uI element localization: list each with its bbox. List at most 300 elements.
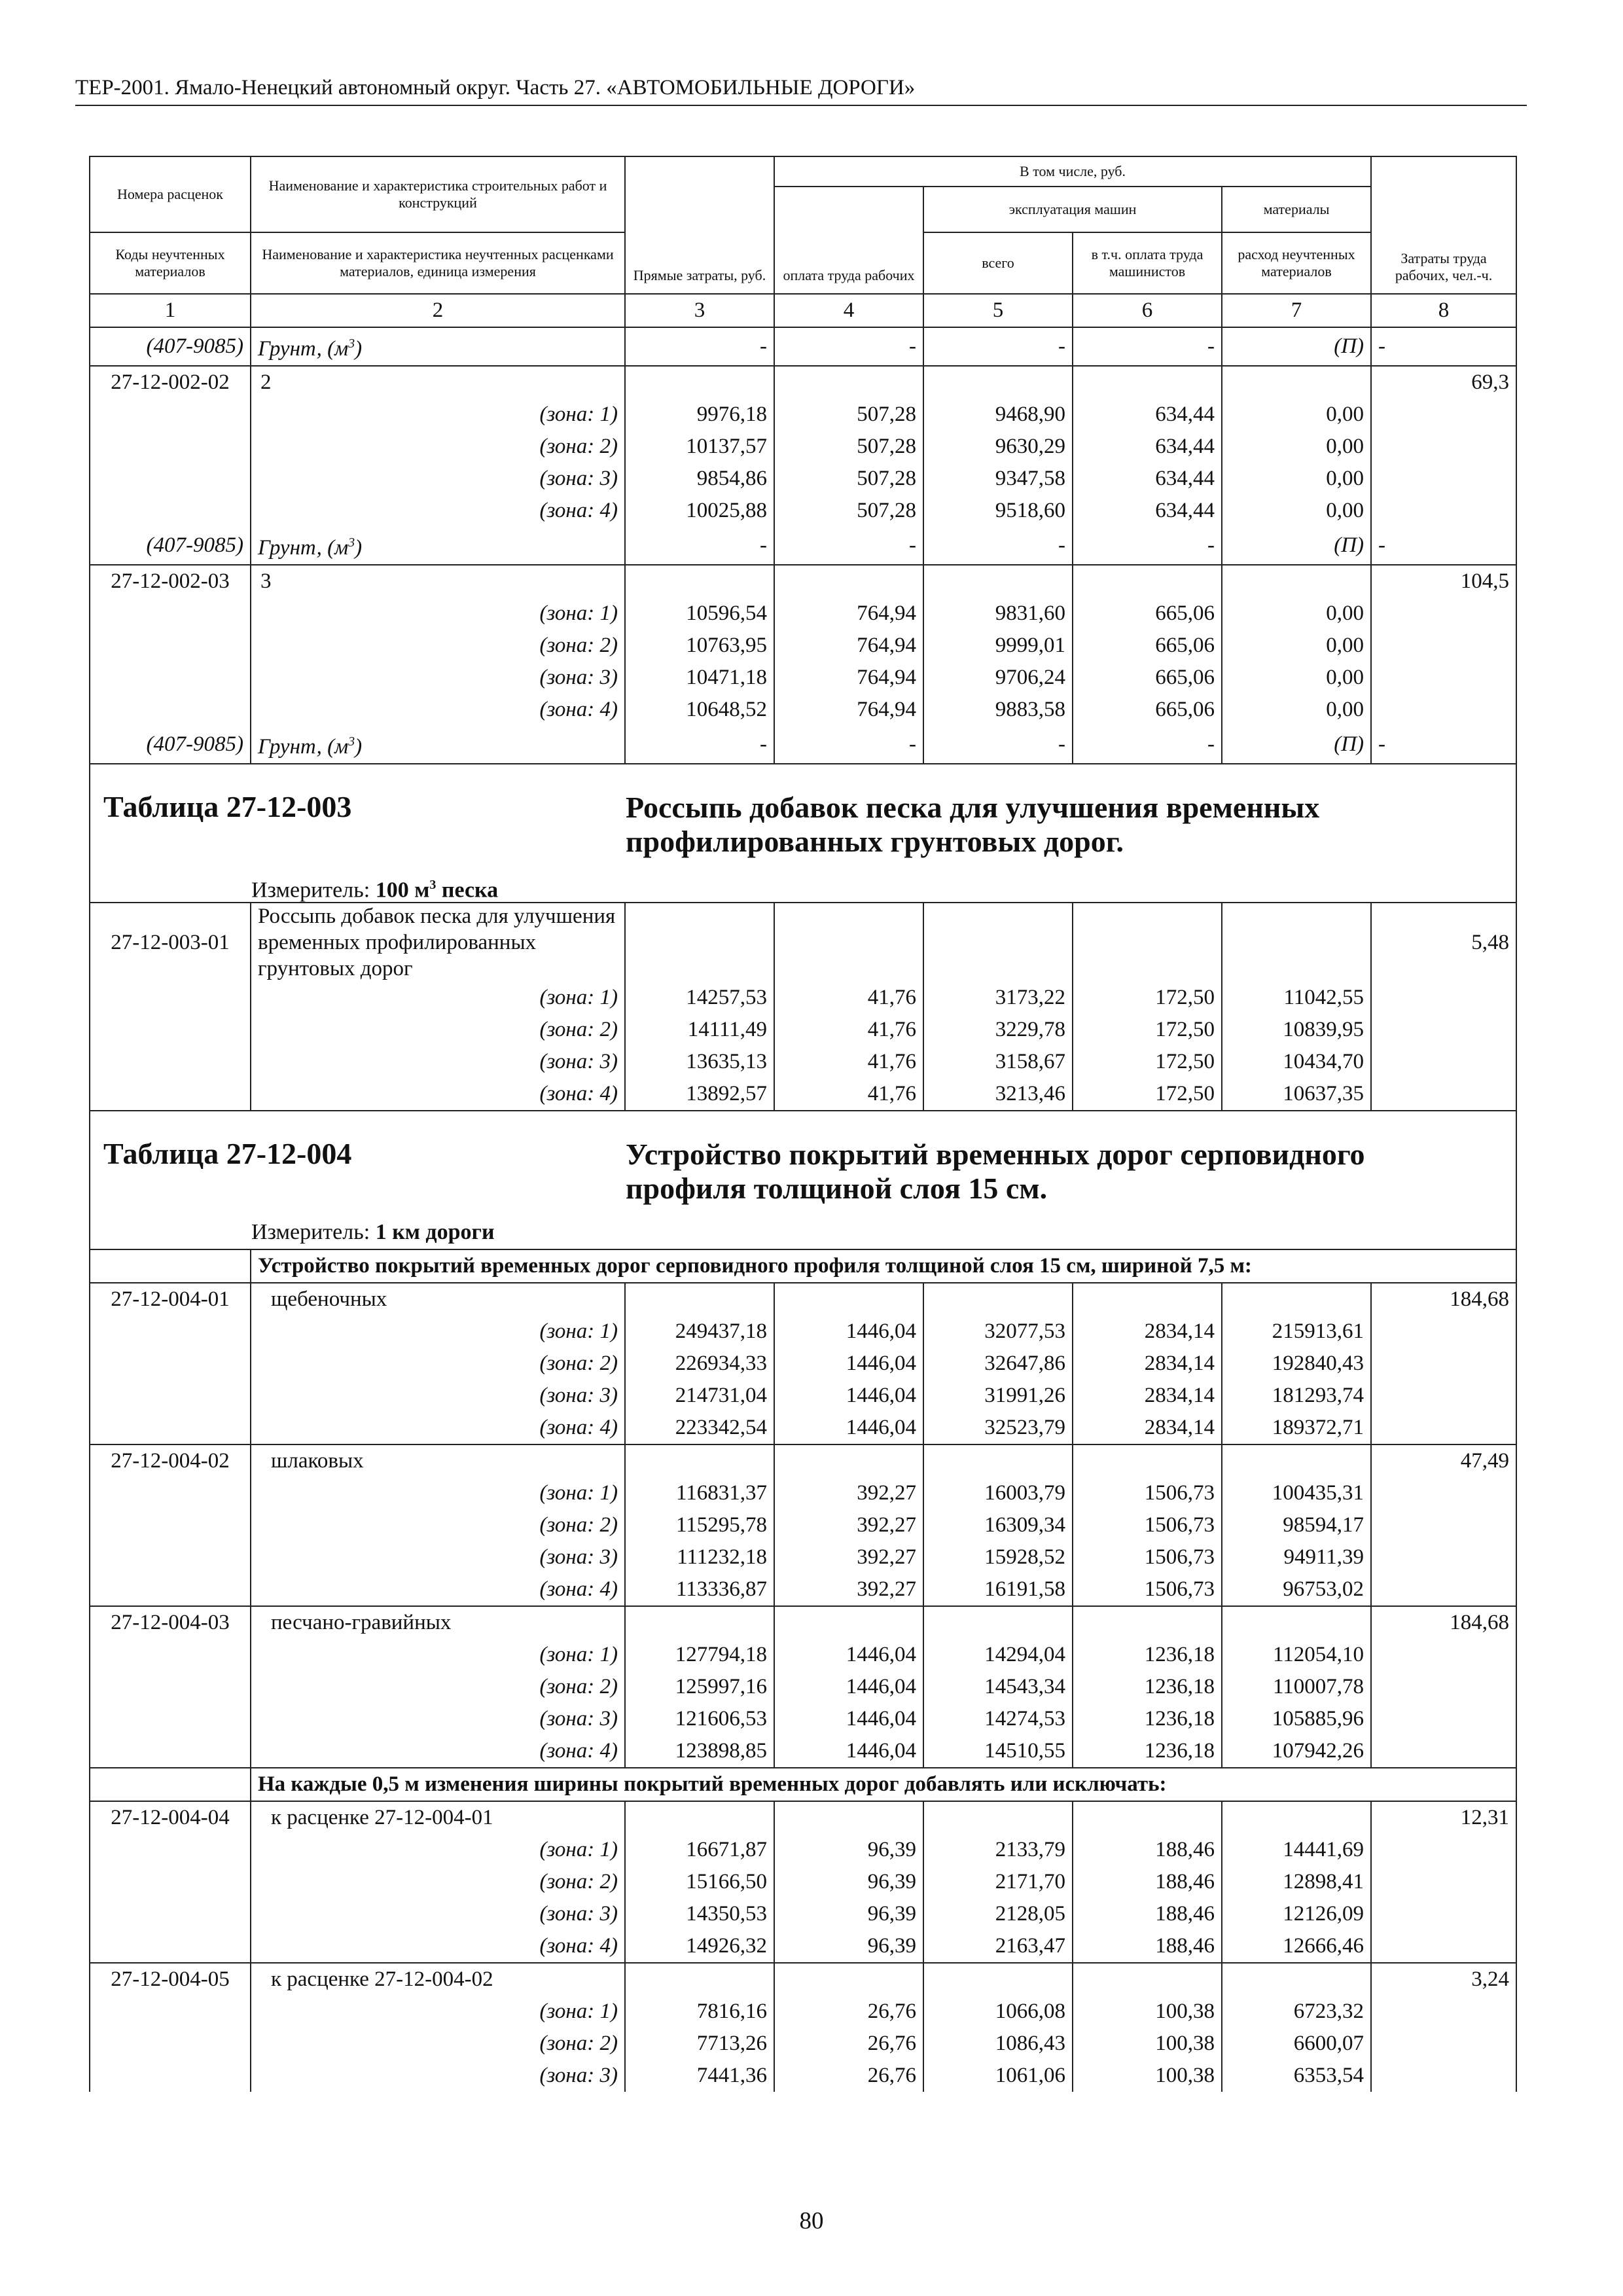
zone-value: 188,46: [1073, 1834, 1222, 1866]
empty-cell: [1371, 431, 1516, 463]
empty-cell: [1073, 565, 1222, 598]
empty-cell: [1073, 1801, 1222, 1834]
zone-label: (зона: 1): [251, 1639, 625, 1671]
empty-cell: [1371, 495, 1516, 527]
zone-row: [90, 1541, 1516, 1573]
material-price-ref: (П): [1222, 327, 1371, 366]
empty-cell: [1371, 1834, 1516, 1866]
rates-table-body: [90, 156, 1516, 2092]
zone-row: [90, 399, 1516, 431]
zone-label: (зона: 2): [251, 2028, 625, 2060]
zone-value: 41,76: [774, 1014, 923, 1046]
rate-row: [90, 565, 1516, 598]
empty-cell: [625, 1283, 774, 1316]
empty-cell: [774, 366, 923, 399]
header-machines: эксплуатация машин: [923, 187, 1222, 232]
zone-value: 2834,14: [1073, 1348, 1222, 1380]
empty-cell: [1371, 1735, 1516, 1768]
zone-value: 26,76: [774, 2060, 923, 2092]
zone-value: 10648,52: [625, 694, 774, 726]
zone-row: [90, 1509, 1516, 1541]
column-number: 6: [1073, 294, 1222, 327]
material-row: [90, 726, 1516, 764]
empty-cell: [625, 565, 774, 598]
zone-value: 249437,18: [625, 1316, 774, 1348]
zone-value: 26,76: [774, 2028, 923, 2060]
zone-value: 172,50: [1073, 982, 1222, 1014]
rate-labor: 47,49: [1371, 1444, 1516, 1477]
zone-value: 1446,04: [774, 1735, 923, 1768]
zone-value: 0,00: [1222, 463, 1371, 495]
zone-value: 13892,57: [625, 1078, 774, 1111]
empty-cell: [90, 1898, 251, 1930]
empty-cell: [1371, 1671, 1516, 1703]
empty-cell: [1371, 1046, 1516, 1078]
subheading: Устройство покрытий временных дорог серповидного профиля толщиной слоя 15 см, шириной 7,5 м:: [251, 1249, 1516, 1283]
zone-value: 172,50: [1073, 1078, 1222, 1111]
empty-cell: [1222, 1963, 1371, 1996]
rate-row: [90, 1963, 1516, 1996]
empty-cell: [774, 1444, 923, 1477]
empty-cell: [1371, 1509, 1516, 1541]
material-unit-text: Грунт, (м: [258, 337, 349, 361]
rate-code: 27-12-004-01: [90, 1283, 251, 1316]
empty-cell: [1371, 399, 1516, 431]
material-code: (407-9085): [90, 527, 251, 565]
zone-label: (зона: 3): [251, 463, 625, 495]
column-number: 4: [774, 294, 923, 327]
empty-cell: [923, 903, 1073, 982]
empty-cell: [90, 1412, 251, 1444]
zone-value: 10763,95: [625, 630, 774, 662]
zone-label: (зона: 4): [251, 1412, 625, 1444]
zone-value: 123898,85: [625, 1735, 774, 1768]
empty-cell: [1222, 1606, 1371, 1639]
material-dash: -: [774, 327, 923, 366]
empty-cell: [90, 662, 251, 694]
empty-cell: [1073, 366, 1222, 399]
zone-label: (зона: 4): [251, 1573, 625, 1606]
meter-sup: 3: [429, 878, 437, 892]
zone-value: 9630,29: [923, 431, 1073, 463]
column-number: 1: [90, 294, 251, 327]
material-dash: -: [774, 527, 923, 565]
zone-value: 764,94: [774, 630, 923, 662]
zone-value: 214731,04: [625, 1380, 774, 1412]
page-number: 80: [799, 2208, 824, 2234]
zone-value: 3213,46: [923, 1078, 1073, 1111]
zone-value: 1446,04: [774, 1703, 923, 1735]
empty-cell: [1371, 1348, 1516, 1380]
zone-label: (зона: 3): [251, 1380, 625, 1412]
zone-row: [90, 495, 1516, 527]
empty-cell: [1371, 1380, 1516, 1412]
zone-value: 392,27: [774, 1541, 923, 1573]
zone-value: 1446,04: [774, 1639, 923, 1671]
material-dash: -: [1073, 726, 1222, 764]
rate-row: [90, 1801, 1516, 1834]
zone-value: 392,27: [774, 1477, 923, 1509]
material-dash: -: [923, 726, 1073, 764]
zone-row: [90, 1834, 1516, 1866]
zone-value: 14441,69: [1222, 1834, 1371, 1866]
empty-cell: [923, 565, 1073, 598]
empty-cell: [90, 694, 251, 726]
zone-value: 764,94: [774, 598, 923, 630]
empty-cell: [90, 1671, 251, 1703]
material-code: (407-9085): [90, 726, 251, 764]
zone-value: 41,76: [774, 982, 923, 1014]
zone-value: 9518,60: [923, 495, 1073, 527]
zone-value: 2834,14: [1073, 1412, 1222, 1444]
empty-cell: [90, 399, 251, 431]
zone-value: 6600,07: [1222, 2028, 1371, 2060]
zone-row: [90, 1703, 1516, 1735]
header-machines-total: всего: [923, 232, 1073, 294]
zone-value: 6353,54: [1222, 2060, 1371, 2092]
rate-code: 27-12-002-03: [90, 565, 251, 598]
meter-prefix: Измеритель:: [251, 1220, 376, 1244]
zone-label: (зона: 2): [251, 1509, 625, 1541]
column-number-row: [90, 294, 1516, 327]
zone-value: 392,27: [774, 1509, 923, 1541]
empty-cell: [1073, 1963, 1222, 1996]
zone-value: 96,39: [774, 1930, 923, 1963]
empty-cell: [923, 1444, 1073, 1477]
zone-value: 634,44: [1073, 463, 1222, 495]
zone-label: (зона: 1): [251, 1996, 625, 2028]
zone-value: 9854,86: [625, 463, 774, 495]
zone-value: 12898,41: [1222, 1866, 1371, 1898]
column-number: 7: [1222, 294, 1371, 327]
zone-value: 665,06: [1073, 662, 1222, 694]
empty-cell: [90, 431, 251, 463]
rate-row: [90, 1606, 1516, 1639]
zone-value: 16671,87: [625, 1834, 774, 1866]
zone-value: 14543,34: [923, 1671, 1073, 1703]
zone-label: (зона: 1): [251, 399, 625, 431]
empty-cell: [1371, 2060, 1516, 2092]
zone-label: (зона: 4): [251, 694, 625, 726]
zone-value: 1066,08: [923, 1996, 1073, 2028]
empty-cell: [625, 1606, 774, 1639]
zone-value: 115295,78: [625, 1509, 774, 1541]
column-number: 5: [923, 294, 1073, 327]
zone-value: 2128,05: [923, 1898, 1073, 1930]
section-box: [90, 1111, 1516, 1249]
zone-label: (зона: 1): [251, 1834, 625, 1866]
zone-value: 1446,04: [774, 1412, 923, 1444]
empty-cell: [774, 1801, 923, 1834]
material-dash: -: [923, 527, 1073, 565]
zone-value: 2133,79: [923, 1834, 1073, 1866]
material-dash: -: [774, 726, 923, 764]
header-materials: материалы: [1222, 187, 1371, 232]
material-dash: -: [1073, 327, 1222, 366]
section-header-row: [90, 764, 1516, 903]
empty-cell: [1371, 1573, 1516, 1606]
zone-value: 634,44: [1073, 399, 1222, 431]
section-title: Устройство покрытий временных дорог серповидного профиля толщиной слоя 15 см.: [626, 1138, 1365, 1205]
zone-value: 10596,54: [625, 598, 774, 630]
zone-value: 14510,55: [923, 1735, 1073, 1768]
empty-cell: [90, 1249, 251, 1283]
header-operator-pay: в т.ч. оплата труда машинистов: [1073, 232, 1222, 294]
subheading-row: [90, 1249, 1516, 1283]
zone-value: 226934,33: [625, 1348, 774, 1380]
zone-label: (зона: 4): [251, 1930, 625, 1963]
zone-value: 96,39: [774, 1866, 923, 1898]
empty-cell: [1222, 565, 1371, 598]
zone-value: 96,39: [774, 1898, 923, 1930]
zone-value: 10637,35: [1222, 1078, 1371, 1111]
zone-value: 14294,04: [923, 1639, 1073, 1671]
empty-cell: [90, 1866, 251, 1898]
zone-value: 11042,55: [1222, 982, 1371, 1014]
empty-cell: [625, 1963, 774, 1996]
zone-value: 2834,14: [1073, 1316, 1222, 1348]
empty-cell: [90, 1541, 251, 1573]
rate-name: 2: [251, 366, 625, 399]
zone-value: 12666,46: [1222, 1930, 1371, 1963]
zone-row: [90, 1996, 1516, 2028]
empty-cell: [1371, 630, 1516, 662]
empty-cell: [1371, 662, 1516, 694]
zone-value: 9347,58: [923, 463, 1073, 495]
zone-value: 10471,18: [625, 662, 774, 694]
rate-name: песчано-гравийных: [251, 1606, 625, 1639]
empty-cell: [1073, 903, 1222, 982]
empty-cell: [90, 1316, 251, 1348]
empty-cell: [1073, 1444, 1222, 1477]
zone-value: 0,00: [1222, 630, 1371, 662]
zone-value: 13635,13: [625, 1046, 774, 1078]
zone-label: (зона: 2): [251, 1866, 625, 1898]
zone-label: (зона: 4): [251, 1735, 625, 1768]
zone-value: 6723,32: [1222, 1996, 1371, 2028]
material-row: [90, 327, 1516, 366]
empty-cell: [923, 366, 1073, 399]
section-meter: [251, 1216, 495, 1248]
zone-row: [90, 431, 1516, 463]
empty-cell: [90, 1735, 251, 1768]
zone-value: 26,76: [774, 1996, 923, 2028]
empty-cell: [90, 1348, 251, 1380]
zone-row: [90, 1671, 1516, 1703]
rates-table: [89, 156, 1517, 2092]
zone-label: (зона: 3): [251, 1898, 625, 1930]
zone-label: (зона: 3): [251, 1703, 625, 1735]
empty-cell: [90, 982, 251, 1014]
zone-value: 2163,47: [923, 1930, 1073, 1963]
zone-value: 1086,43: [923, 2028, 1073, 2060]
rate-name: Россыпь добавок песка для улучшения временных профилированных грунтовых дорог: [251, 903, 625, 982]
empty-cell: [1371, 694, 1516, 726]
zone-row: [90, 2060, 1516, 2092]
empty-cell: [625, 903, 774, 982]
meter-value: 1 км дороги: [375, 1220, 495, 1244]
zone-value: 16191,58: [923, 1573, 1073, 1606]
empty-cell: [90, 495, 251, 527]
rate-labor: 184,68: [1371, 1606, 1516, 1639]
empty-cell: [90, 1834, 251, 1866]
rate-name: 3: [251, 565, 625, 598]
header-group: В том числе, руб.: [774, 156, 1371, 187]
section-header-row: [90, 1111, 1516, 1249]
material-unit-text: Грунт, (м: [258, 536, 349, 560]
rate-name: к расценке 27-12-004-02: [251, 1963, 625, 1996]
zone-value: 1061,06: [923, 2060, 1073, 2092]
column-number: 2: [251, 294, 625, 327]
rate-code: 27-12-004-04: [90, 1801, 251, 1834]
material-unit-end: ): [355, 735, 363, 759]
meter-value: 100 м: [375, 878, 430, 903]
empty-cell: [1073, 1606, 1222, 1639]
empty-cell: [90, 1078, 251, 1111]
empty-cell: [1371, 982, 1516, 1014]
zone-label: (зона: 4): [251, 1078, 625, 1111]
header-rate-number: Номера расценок: [90, 156, 251, 232]
zone-value: 3158,67: [923, 1046, 1073, 1078]
zone-row: [90, 662, 1516, 694]
material-unit-sup: 3: [348, 734, 355, 749]
zone-value: 1446,04: [774, 1380, 923, 1412]
section-header: [90, 764, 1516, 903]
empty-cell: [923, 1801, 1073, 1834]
empty-cell: [90, 630, 251, 662]
rate-labor: 104,5: [1371, 565, 1516, 598]
zone-value: 1506,73: [1073, 1573, 1222, 1606]
rate-code: 27-12-004-03: [90, 1606, 251, 1639]
material-unit: [251, 327, 625, 366]
empty-cell: [90, 2028, 251, 2060]
header-work-name: Наименование и характеристика строительных работ и конструкций: [251, 156, 625, 232]
zone-value: 1236,18: [1073, 1671, 1222, 1703]
empty-cell: [1371, 1316, 1516, 1348]
subheading: На каждые 0,5 м изменения ширины покрытий временных дорог добавлять или исключать:: [251, 1768, 1516, 1801]
material-price-ref: (П): [1222, 527, 1371, 565]
rate-code: 27-12-004-05: [90, 1963, 251, 1996]
empty-cell: [1222, 1801, 1371, 1834]
zone-value: 1446,04: [774, 1671, 923, 1703]
page-header: ТЕР-2001. Ямало-Ненецкий автономный округ. Часть 27. «АВТОМОБИЛЬНЫЕ ДОРОГИ»: [75, 73, 1527, 106]
empty-cell: [1073, 1283, 1222, 1316]
rate-name: шлаковых: [251, 1444, 625, 1477]
empty-cell: [1371, 1412, 1516, 1444]
zone-value: 32647,86: [923, 1348, 1073, 1380]
zone-value: 105885,96: [1222, 1703, 1371, 1735]
zone-value: 14257,53: [625, 982, 774, 1014]
zone-value: 9976,18: [625, 399, 774, 431]
header-worker-pay: оплата труда рабочих: [774, 187, 923, 294]
zone-value: 1446,04: [774, 1348, 923, 1380]
empty-cell: [90, 1768, 251, 1801]
section-title: Россыпь добавок песка для улучшения временных профилированных грунтовых дорог.: [626, 791, 1320, 858]
zone-value: 0,00: [1222, 431, 1371, 463]
zone-value: 96,39: [774, 1834, 923, 1866]
zone-value: 100435,31: [1222, 1477, 1371, 1509]
zone-value: 392,27: [774, 1573, 923, 1606]
zone-value: 9999,01: [923, 630, 1073, 662]
zone-value: 125997,16: [625, 1671, 774, 1703]
zone-value: 7816,16: [625, 1996, 774, 2028]
zone-row: [90, 1014, 1516, 1046]
zone-value: 2834,14: [1073, 1380, 1222, 1412]
zone-value: 3173,22: [923, 982, 1073, 1014]
subheading-row: [90, 1768, 1516, 1801]
zone-value: 111232,18: [625, 1541, 774, 1573]
zone-label: (зона: 1): [251, 1477, 625, 1509]
zone-value: 189372,71: [1222, 1412, 1371, 1444]
zone-value: 223342,54: [625, 1412, 774, 1444]
zone-row: [90, 1477, 1516, 1509]
section-box: [90, 764, 1516, 902]
zone-value: 96753,02: [1222, 1573, 1371, 1606]
zone-value: 507,28: [774, 463, 923, 495]
zone-value: 1506,73: [1073, 1509, 1222, 1541]
zone-value: 15928,52: [923, 1541, 1073, 1573]
empty-cell: [90, 598, 251, 630]
zone-value: 10434,70: [1222, 1046, 1371, 1078]
rate-row: [90, 366, 1516, 399]
zone-value: 1236,18: [1073, 1703, 1222, 1735]
zone-value: 9706,24: [923, 662, 1073, 694]
zone-value: 0,00: [1222, 598, 1371, 630]
zone-value: 188,46: [1073, 1866, 1222, 1898]
empty-cell: [90, 1639, 251, 1671]
zone-value: 15166,50: [625, 1866, 774, 1898]
zone-value: 1446,04: [774, 1316, 923, 1348]
zone-row: [90, 2028, 1516, 2060]
section-label: Таблица 27-12-004: [103, 1137, 352, 1170]
zone-value: 100,38: [1073, 2028, 1222, 2060]
zone-label: (зона: 4): [251, 495, 625, 527]
zone-row: [90, 982, 1516, 1014]
zone-value: 665,06: [1073, 598, 1222, 630]
zone-value: 172,50: [1073, 1046, 1222, 1078]
zone-value: 9468,90: [923, 399, 1073, 431]
empty-cell: [90, 1046, 251, 1078]
rate-labor: 12,31: [1371, 1801, 1516, 1834]
rate-labor: 184,68: [1371, 1283, 1516, 1316]
rate-name: к расценке 27-12-004-01: [251, 1801, 625, 1834]
meter-prefix: Измеритель:: [251, 878, 376, 903]
zone-value: 188,46: [1073, 1930, 1222, 1963]
zone-value: 10025,88: [625, 495, 774, 527]
empty-cell: [90, 1380, 251, 1412]
zone-value: 16003,79: [923, 1477, 1073, 1509]
empty-cell: [1371, 1014, 1516, 1046]
zone-value: 12126,09: [1222, 1898, 1371, 1930]
empty-cell: [1371, 1477, 1516, 1509]
zone-row: [90, 1380, 1516, 1412]
zone-label: (зона: 2): [251, 431, 625, 463]
empty-cell: [923, 1283, 1073, 1316]
empty-cell: [1222, 903, 1371, 982]
zone-value: 14926,32: [625, 1930, 774, 1963]
zone-value: 10839,95: [1222, 1014, 1371, 1046]
zone-label: (зона: 3): [251, 1541, 625, 1573]
empty-cell: [1222, 1283, 1371, 1316]
zone-value: 121606,53: [625, 1703, 774, 1735]
zone-row: [90, 1046, 1516, 1078]
zone-value: 100,38: [1073, 1996, 1222, 2028]
material-dash: -: [625, 527, 774, 565]
zone-value: 3229,78: [923, 1014, 1073, 1046]
empty-cell: [774, 1606, 923, 1639]
empty-cell: [90, 1930, 251, 1963]
rate-code: 27-12-002-02: [90, 366, 251, 399]
